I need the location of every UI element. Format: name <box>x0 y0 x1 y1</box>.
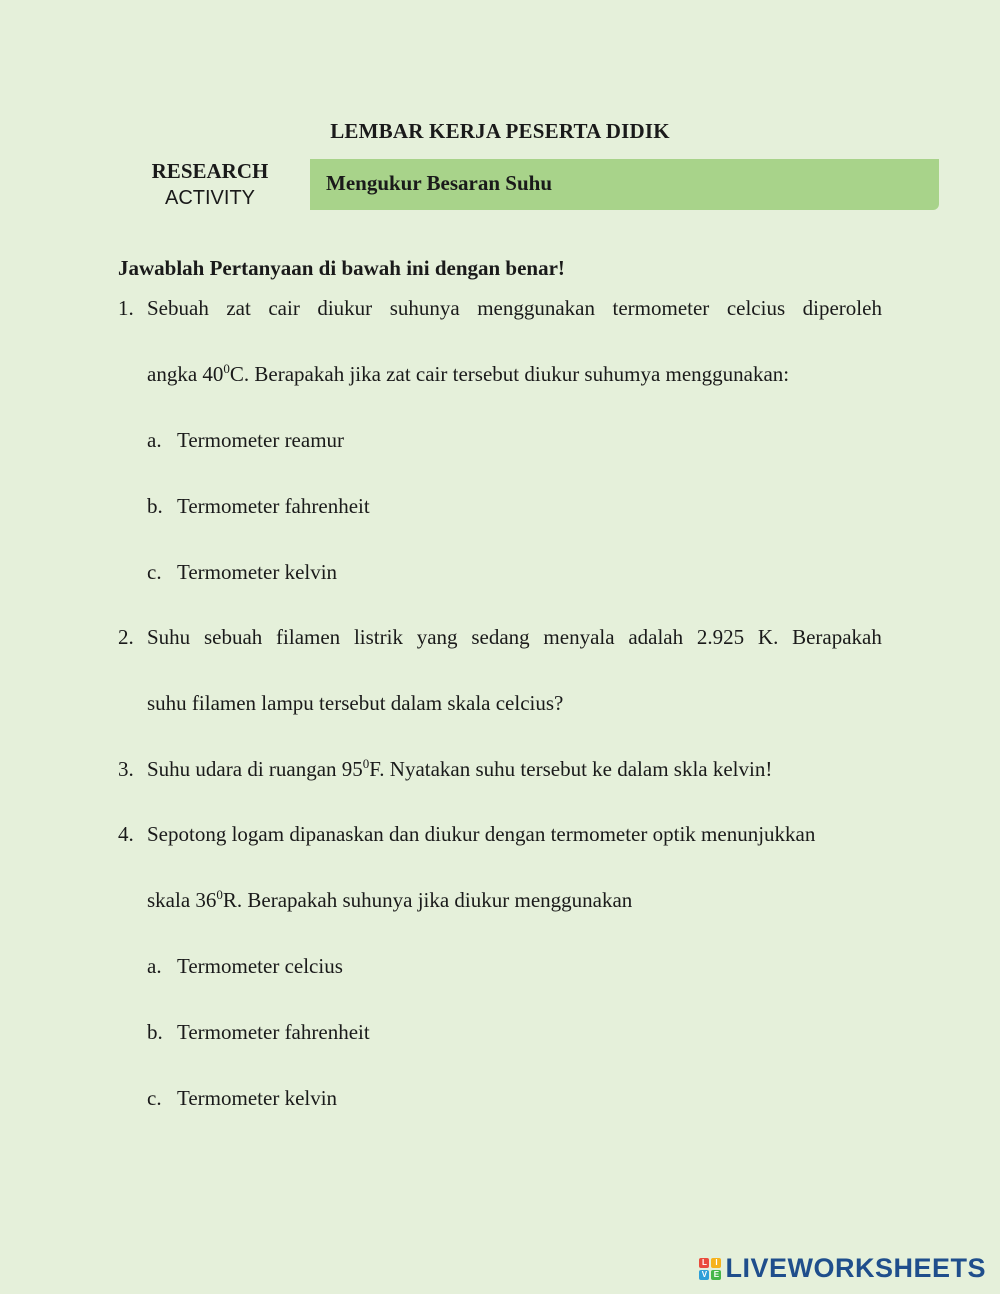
word: yang <box>416 625 458 649</box>
word: menyala <box>543 625 615 649</box>
text-part: C. Berapakah jika zat cair tersebut diukur suhumya menggunakan: <box>229 362 790 386</box>
word: diperoleh <box>802 296 882 320</box>
topic-banner <box>310 159 939 210</box>
logo-tile: V <box>699 1270 709 1280</box>
question-4-text: Sepotong logam dipanaskan dan diukur dengan termometer optik menunjukkan <box>147 822 816 846</box>
option-text: Termometer reamur <box>177 428 345 452</box>
question-4-option-b <box>147 1020 370 1045</box>
degree-superscript: 0 <box>223 361 230 376</box>
word: zat <box>226 296 251 320</box>
option-label: b. <box>147 494 163 518</box>
word: sedang <box>471 625 530 649</box>
question-4-line-2 <box>147 888 632 913</box>
research-label: RESEARCH <box>151 159 269 183</box>
word: Sebuah <box>147 296 209 320</box>
research-activity-label <box>130 158 290 212</box>
question-number: 4. <box>118 822 134 846</box>
question-1-option-c <box>147 560 338 585</box>
question-1-line-2 <box>147 362 789 387</box>
option-label: c. <box>147 1086 162 1110</box>
question-2-line-2: suhu filamen lampu tersebut dalam skala celcius? <box>147 691 564 715</box>
option-label: c. <box>147 560 162 584</box>
text-part: angka 40 <box>147 362 224 386</box>
word: listrik <box>353 625 403 649</box>
question-number: 1. <box>118 296 134 320</box>
text-part: skala 36 <box>147 888 217 912</box>
logo-tile: L <box>699 1258 709 1268</box>
page-title: LEMBAR KERJA PESERTA DIDIK <box>330 119 670 143</box>
option-text: Termometer fahrenheit <box>177 1020 370 1044</box>
option-text: Termometer celcius <box>177 954 343 978</box>
word: adalah <box>628 625 684 649</box>
option-label: a. <box>147 954 162 978</box>
option-label: b. <box>147 1020 163 1044</box>
activity-label: ACTIVITY <box>164 187 255 209</box>
question-1-text <box>147 296 882 321</box>
degree-superscript: 0 <box>362 756 370 771</box>
word: cair <box>268 296 300 320</box>
option-text: Termometer fahrenheit <box>177 494 370 518</box>
liveworksheets-logo[interactable] <box>699 1253 986 1284</box>
option-text: Termometer kelvin <box>177 1086 338 1110</box>
logo-tile: I <box>711 1258 721 1268</box>
word: termometer <box>612 296 710 320</box>
question-4-option-a <box>147 954 343 979</box>
word: 2.925 <box>696 625 745 649</box>
logo-tile: E <box>711 1270 721 1280</box>
degree-superscript: 0 <box>216 887 223 902</box>
question-number: 2. <box>118 625 134 649</box>
word: suhunya <box>389 296 460 320</box>
question-2-text <box>147 625 882 650</box>
word: Berapakah <box>792 625 882 649</box>
question-2-line-1 <box>118 625 882 650</box>
word: celcius <box>726 296 786 320</box>
word: diukur <box>317 296 373 320</box>
question-4-option-c <box>147 1086 338 1111</box>
question-1-option-b <box>147 494 370 519</box>
option-label: a. <box>147 428 162 452</box>
question-1-line-1 <box>118 296 882 321</box>
text-part: Suhu udara di ruangan 95 <box>147 757 363 781</box>
word: K. <box>757 625 779 649</box>
instruction: Jawablah Pertanyaan di bawah ini dengan benar! <box>118 256 565 280</box>
word: filamen <box>276 625 341 649</box>
question-3 <box>118 757 772 782</box>
logo-tiles-icon <box>699 1258 721 1280</box>
word: Suhu <box>147 625 191 649</box>
topic-title: Mengukur Besaran Suhu <box>326 171 553 195</box>
option-text: Termometer kelvin <box>177 560 338 584</box>
word: sebuah <box>203 625 263 649</box>
logo-text: LIVEWORKSHEETS <box>725 1253 986 1283</box>
question-4-line-1 <box>118 822 815 847</box>
word: menggunakan <box>477 296 595 320</box>
text-part: F. Nyatakan suhu tersebut ke dalam skla kelvin! <box>369 757 773 781</box>
text-part: R. Berapakah suhunya jika diukur menggunakan <box>222 888 633 912</box>
question-3-text <box>147 757 772 781</box>
question-number: 3. <box>118 757 134 781</box>
question-1-option-a <box>147 428 345 453</box>
